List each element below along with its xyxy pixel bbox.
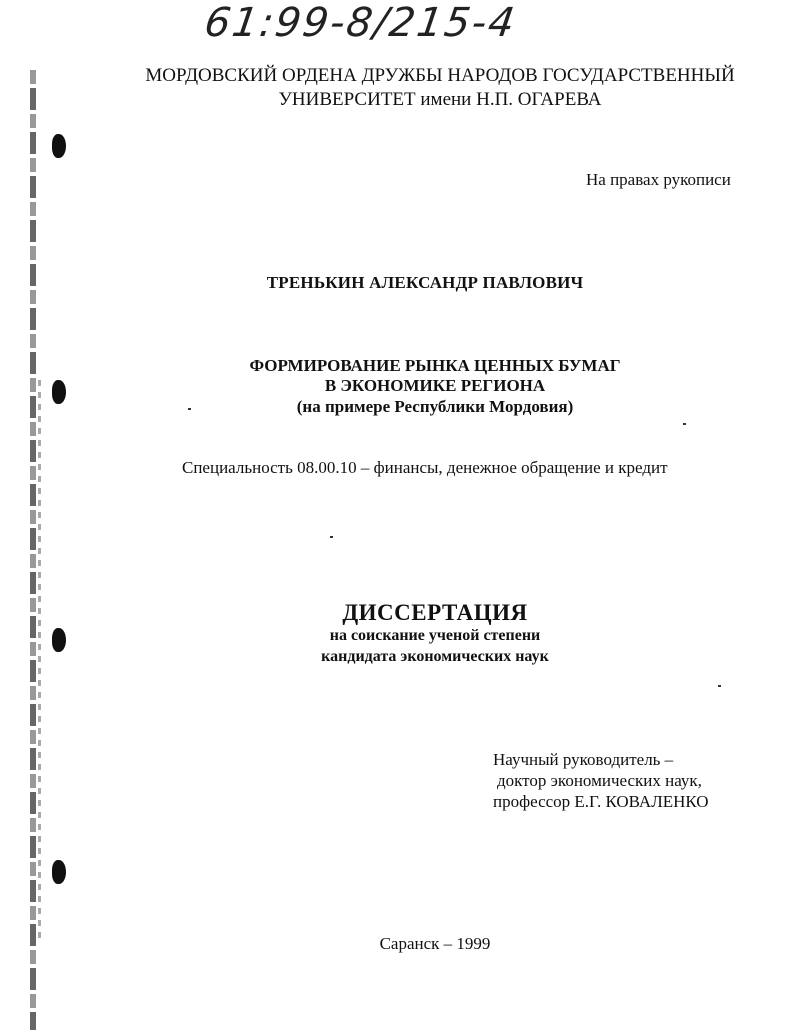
binding-edge (30, 70, 36, 1030)
scan-speck (718, 685, 721, 687)
place-and-year: Саранск – 1999 (379, 934, 491, 953)
thesis-title-line1: ФОРМИРОВАНИЕ РЫНКА ЦЕННЫХ БУМАГ (249, 356, 621, 375)
university-name-line1: МОРДОВСКИЙ ОРДЕНА ДРУЖБЫ НАРОДОВ ГОСУДАРСТВЕННЫЙ (145, 65, 735, 86)
thesis-title-line2: В ЭКОНОМИКЕ РЕГИОНА (324, 376, 546, 395)
handwritten-registry-number: 61:99-8/215-4 (201, 0, 520, 46)
punch-hole-mark (52, 134, 66, 158)
degree-line2: кандидата экономических наук (321, 648, 549, 665)
supervisor-name: профессор Е.Г. КОВАЛЕНКО (493, 792, 709, 811)
author-name: ТРЕНЬКИН АЛЕКСАНДР ПАВЛОВИЧ (266, 273, 584, 292)
supervisor-degree: доктор экономических наук, (497, 771, 702, 790)
punch-hole-mark (52, 860, 66, 884)
university-name-line2: УНИВЕРСИТЕТ имени Н.П. ОГАРЕВА (278, 89, 602, 110)
manuscript-rights-label: На правах рукописи (586, 170, 731, 189)
specialty-line: Специальность 08.00.10 – финансы, денежное обращение и кредит (182, 458, 668, 477)
scan-speck (330, 536, 333, 538)
scan-speck (683, 423, 686, 425)
dissertation-heading: ДИССЕРТАЦИЯ (342, 600, 528, 625)
degree-line1: на соискание ученой степени (329, 627, 541, 644)
thesis-title-line3: (на примере Республики Мордовия) (296, 397, 574, 416)
supervisor-label: Научный руководитель – (493, 750, 674, 769)
